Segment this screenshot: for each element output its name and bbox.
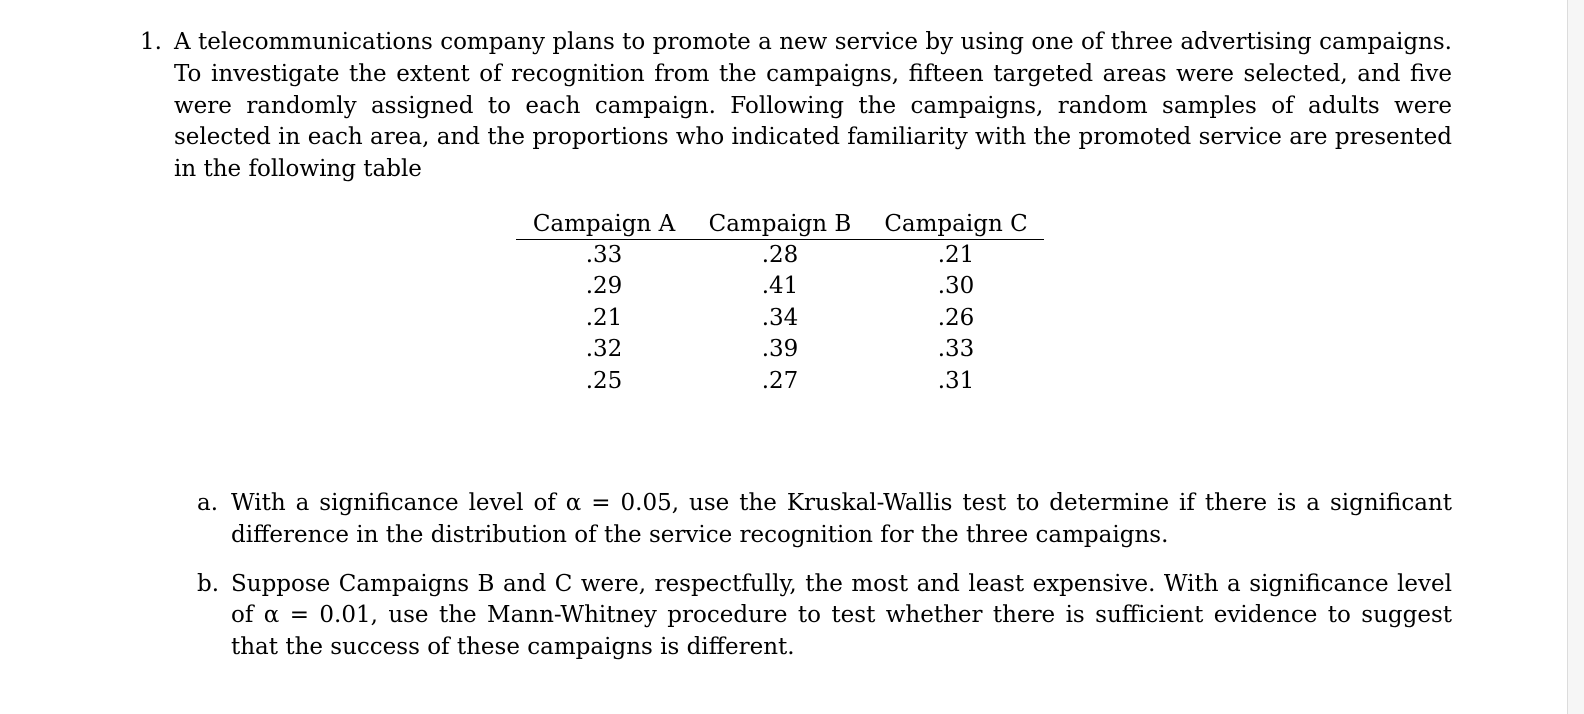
table-row: [516, 240, 1044, 271]
table-cell: .33: [937, 336, 975, 363]
table-cell: .27: [761, 367, 799, 394]
table-cell: .41: [761, 273, 799, 300]
part-b-label: b.: [197, 570, 220, 597]
problem-intro: A telecommunications company plans to promote a new service by using one of three advertising campaigns. To investigate the extent of recognition from the campaigns, fifteen targeted areas were selected, and five were randomly assigned to each campaign. Following the campaigns, random samples of adults were selected in each area, and the proportions who indicated familiarity with the promoted service are presented in the following table: [174, 29, 1452, 183]
table-row: [516, 271, 1044, 302]
table-cell: .21: [585, 304, 623, 331]
data-table: [516, 207, 1044, 397]
table-cell: .31: [937, 367, 975, 394]
table-header: [516, 207, 1044, 240]
vertical-scrollbar[interactable]: [1567, 0, 1584, 714]
header-campaign-c: Campaign C: [884, 211, 1028, 237]
sub-questions: [197, 488, 1452, 681]
table-cell: .29: [585, 273, 623, 300]
table-cell: .34: [761, 304, 799, 331]
table-cell: .30: [937, 273, 975, 300]
table-cell: .33: [585, 242, 623, 268]
part-a: [197, 488, 1452, 552]
header-campaign-a: Campaign A: [532, 211, 676, 237]
part-a-text[interactable]: With a significance level of α = 0.05, use the Kruskal-Wallis test to determine if there is a significant difference in the distribution of the service recognition for the three campaigns.: [231, 490, 1452, 548]
part-a-label: a.: [197, 490, 219, 516]
problem-1: [140, 27, 1452, 186]
table-row: [516, 366, 1044, 397]
table-cell: .28: [761, 242, 799, 268]
part-b: [197, 569, 1452, 664]
table-cell: .32: [585, 336, 623, 363]
table-cell: .25: [585, 367, 623, 394]
table-cell: .39: [761, 336, 799, 363]
table-cell: .21: [937, 242, 975, 268]
problem-number: 1.: [140, 29, 162, 55]
table-row: [516, 303, 1044, 334]
table-cell: .26: [937, 304, 975, 331]
header-campaign-b: Campaign B: [708, 211, 852, 237]
table-row: [516, 334, 1044, 365]
part-b-text[interactable]: Suppose Campaigns B and C were, respectfully, the most and least expensive. With a significance level of α = 0.01, use the Mann-Whitney procedure to test whether there is sufficient evidence to suggest that the success of these campaigns is different.: [231, 570, 1452, 661]
